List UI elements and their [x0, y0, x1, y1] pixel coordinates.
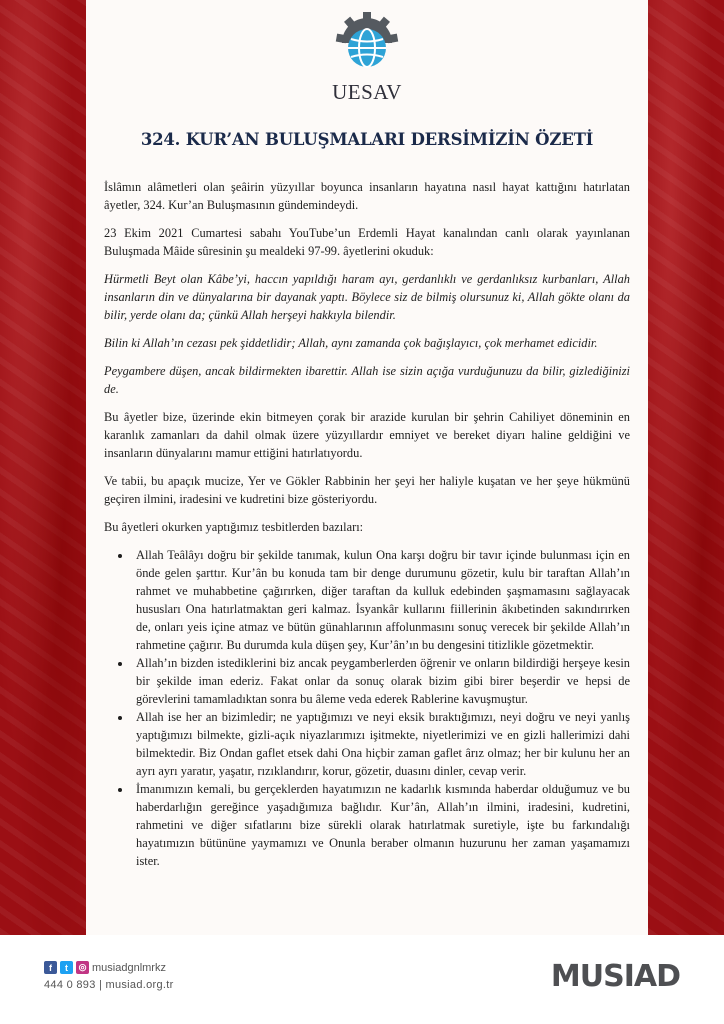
- musiad-logo: MUSIAD: [550, 959, 680, 994]
- contact-line[interactable]: 444 0 893 | musiad.org.tr: [44, 979, 174, 991]
- verse-paragraph: Peygambere düşen, ancak bildirmekten ibarettir. Allah ise sizin açığa vurduğunuzu da bilir, gizlediğinizi de.: [104, 364, 630, 396]
- list-item: • Allah Teâlâyı doğru bir şekilde tanımak, kulun Ona karşı doğru bir tavır içinde bulunması için en önde gelen şarttır. Kur’ân bu konuda tam bir denge durumunu gözetir, kulu bir taraftan Allah’ın rahmet ve muhabbetine çağırırken, diğer taraftan da kulluk edebinden şaşmamasını sağlayacak hususları Ona hatırlatmaktan geri kalmaz. İsyankâr kullarını fiillerinin âkıbetinden sakındırırken de, onları yeis içine atmaz ve bütün günahlarının affolunmasını sonuç verecek bir şekilde Allah’ın rahmetine çağırır. Bu durumda kula düşen şey, Kur’ân’ın bu dengesini titizlikle gözetmektir.: [132, 546, 630, 654]
- document-body: [104, 178, 630, 870]
- logo-wordmark: UESAV: [332, 80, 402, 104]
- twitter-icon[interactable]: t: [60, 961, 73, 974]
- list-item: • Allah ise her an bizimledir; ne yaptığımızı ve neyi eksik bıraktığımızı, neyi doğru ve neyi yanlış yaptığımızı bilmekte, gizli-açık niyazlarımızı işitmekte, niyetlerimizi ve en gizli hallerimizi dahi bilmektedir. Biz Ondan gaflet etsek dahi Ona hiçbir zaman gaflet ârız olmaz; her bir kulunu her an ayrı ayrı yaratır, yaşatır, rızıklandırır, korur, gözetir, duasını dinler, cevap verir.: [132, 708, 630, 780]
- paragraph: İslâmın alâmetleri olan şeâirin yüzyıllar boyunca insanların hayatına nasıl hayat kattığını hatırlatan âyetler, 324. Kur’an Buluşmasının gündemindeydi.: [104, 180, 630, 212]
- footer: [0, 935, 724, 1024]
- paragraph: Bu âyetleri okurken yaptığımız tesbitlerden bazıları:: [104, 520, 364, 534]
- uesav-logo: [86, 10, 648, 105]
- right-decorative-border: [648, 0, 724, 935]
- verse-paragraph: Bilin ki Allah’ın cezası pek şiddetlidir; Allah, aynı zamanda çok bağışlayıcı, çok merhamet edicidir.: [104, 336, 598, 350]
- document-page: [86, 0, 648, 935]
- social-handle[interactable]: musiadgnlmrkz: [92, 961, 166, 974]
- page-title: 324. KUR’AN BULUŞMALARI DERSİMİZİN ÖZETİ: [140, 130, 594, 149]
- list-item: • İmanımızın kemali, bu gerçeklerden hayatımızın ne kadarlık kısmında haberdar olduğumuz ve bu haberdarlığın gereğince yaşadığımıza bağlıdır. Kur’ân, Allah’ın ilmini, iradesini, kudretini, rahmetini ve diğer sıfatlarını bize sürekli olarak hatırlatmak suretiyle, işte bu farkındalığı hayatımızın bütününe yaymamızı ve Onunla beraber olmanın huzurunu her zaman yaşamamızı ister.: [132, 780, 630, 870]
- findings-list: [104, 546, 630, 870]
- left-decorative-border: [0, 0, 86, 935]
- instagram-icon[interactable]: ◎: [76, 961, 89, 974]
- facebook-icon[interactable]: f: [44, 961, 57, 974]
- paragraph: Ve tabii, bu apaçık mucize, Yer ve Gökler Rabbinin her şeyi her haliyle kuşatan ve her şeye hükmünü geçiren ilmini, iradesini ve kudretini bize gösteriyordu.: [104, 474, 630, 506]
- list-item: • Allah’ın bizden istediklerini biz ancak peygamberlerden öğrenir ve onların bildirdiği herşeye kesin bir şekilde iman ederiz. Fakat onlar da sonuç olarak bizim gibi birer beşerdir ve hepsi de görevlerini tamamladıktan sonra bu âleme veda ederek Rablerine kavuşmuştur.: [132, 654, 630, 708]
- gear-globe-icon: [334, 10, 400, 76]
- social-links: [44, 961, 166, 974]
- paragraph: Bu âyetler bize, üzerinde ekin bitmeyen çorak bir arazide kurulan bir şehrin Cahiliyet döneminin en karanlık zamanları da dahil olmak üzere yüzyıllardır emniyet ve bereket diyarı haline geldiğini ve insanların dünyalarını mamur ettiğini hatırlatıyordu.: [104, 410, 630, 460]
- paragraph: 23 Ekim 2021 Cumartesi sabahı YouTube’un Erdemli Hayat kanalından canlı olarak yayınlanan Buluşmada Mâide sûresinin şu mealdeki 97-99. âyetlerini okuduk:: [104, 226, 630, 258]
- verse-paragraph: Hürmetli Beyt olan Kâbe’yi, haccın yapıldığı haram ayı, gerdanlıklı ve gerdanlıksız kurbanları, Allah insanların din ve dünyalarına bir dayanak yaptı. Böylece siz de bilmiş olursunuz ki, Allah gökte olanı da bilir, yerde olanı da; çünkü Allah herşeyi hakkıyla bilendir.: [104, 272, 630, 322]
